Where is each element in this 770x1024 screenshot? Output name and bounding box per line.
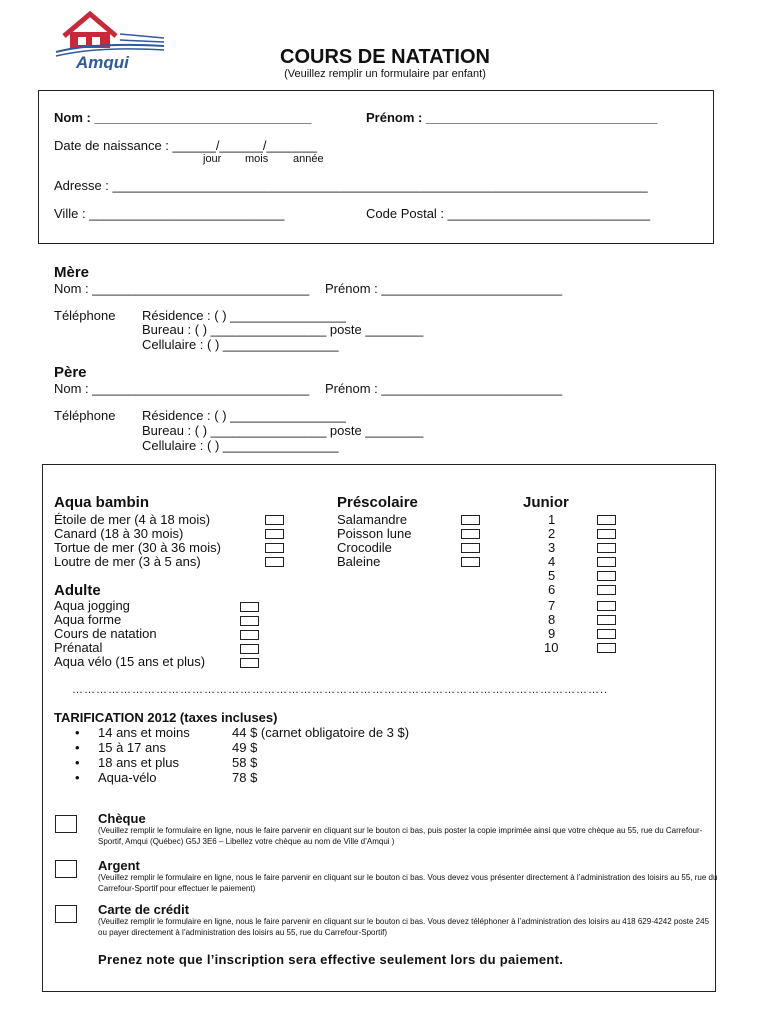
junior-checkbox[interactable] <box>597 515 616 525</box>
argent-checkbox[interactable] <box>55 860 77 878</box>
junior-heading: Junior <box>523 494 569 511</box>
aqua-bambin-item: Étoile de mer (4 à 18 mois) <box>54 512 211 527</box>
bullet-icon: • <box>75 725 80 740</box>
prescolaire-item: Salamandre <box>337 512 408 527</box>
junior-checkbox[interactable] <box>597 529 616 539</box>
aqua-bambin-heading: Aqua bambin <box>54 494 150 511</box>
aqua-bambin-item: Tortue de mer (30 à 36 mois) <box>54 540 221 555</box>
child-prenom-field[interactable]: Prénom : ________________________________ <box>366 110 658 125</box>
aqua-bambin-checkbox[interactable] <box>265 543 284 553</box>
tarif-label: Aqua-vélo <box>98 770 157 785</box>
aqua-bambin-item: Canard (18 à 30 mois) <box>54 526 184 541</box>
junior-level: 5 <box>548 568 556 583</box>
junior-checkbox[interactable] <box>597 629 616 639</box>
tarif-price: 49 $ <box>232 740 258 755</box>
junior-checkbox[interactable] <box>597 571 616 581</box>
prescolaire-heading: Préscolaire <box>337 494 418 511</box>
bullet-icon: • <box>75 755 80 770</box>
mere-cellulaire-field[interactable]: Cellulaire : ( ) ________________ <box>142 337 339 352</box>
adulte-checkbox[interactable] <box>240 658 259 668</box>
bullet-icon: • <box>75 740 80 755</box>
mere-residence-field[interactable]: Résidence : ( ) ________________ <box>142 308 346 323</box>
child-ville-field[interactable]: Ville : ___________________________ <box>54 206 285 221</box>
dob-mois-label: mois <box>245 153 269 165</box>
mere-prenom-field[interactable]: Prénom : _________________________ <box>325 281 563 296</box>
junior-level: 1 <box>548 512 556 527</box>
adulte-checkbox[interactable] <box>240 602 259 612</box>
tarif-price: 78 $ <box>232 770 258 785</box>
adulte-heading: Adulte <box>54 582 101 599</box>
junior-checkbox[interactable] <box>597 543 616 553</box>
argent-note: (Veuillez remplir le formulaire en ligne, nous le faire parvenir en cliquant sur le bouton ci bas. Vous devez vous présenter directement à l’administration des loisirs au 55, rue du Carrefour-Sportif pour effectuer le paiement) <box>98 873 718 893</box>
mere-heading: Mère <box>54 264 90 281</box>
child-adresse-field[interactable]: Adresse : __________________________________________________________________________ <box>54 178 648 193</box>
junior-level: 3 <box>548 540 556 555</box>
tarif-label: 15 à 17 ans <box>98 740 166 755</box>
pere-residence-field[interactable]: Résidence : ( ) ________________ <box>142 408 346 423</box>
junior-level: 4 <box>548 554 556 569</box>
credit-card-note: (Veuillez remplir le formulaire en ligne, nous le faire parvenir en cliquant sur le bouton ci bas. Vous devez téléphoner à l’administration des loisirs au 418 629-4242 poste 245 ou payer directement à l’administration des loisirs au 55, rue du Carrefour-Sportif) <box>98 917 710 937</box>
adulte-item: Aqua forme <box>54 612 122 627</box>
prescolaire-item: Poisson lune <box>337 526 412 541</box>
logo-text: Amqui <box>76 53 129 70</box>
child-dob-field[interactable]: Date de naissance : ______/______/_______ <box>54 138 318 153</box>
mere-nom-field[interactable]: Nom : ______________________________ <box>54 281 310 296</box>
pere-telephone-label: Téléphone <box>54 408 116 423</box>
page-subtitle: (Veuillez remplir un formulaire par enfant) <box>284 68 486 80</box>
payment-footer-note: Prenez note que l’inscription sera effective seulement lors du paiement. <box>98 952 564 967</box>
junior-checkbox[interactable] <box>597 601 616 611</box>
adulte-item: Aqua jogging <box>54 598 130 613</box>
cheque-note: (Veuillez remplir le formulaire en ligne, nous le faire parvenir en cliquant sur le bouton ci bas, puis poster la copie imprimée ainsi que votre chèque au 55, rue du Carrefour-Sportif, Amqui (Québec) G5J 3E6 – Libellez votre chèque au nom de Ville d’Amqui ) <box>98 826 703 846</box>
pere-prenom-field[interactable]: Prénom : _________________________ <box>325 381 563 396</box>
dotted-separator: …………………………………………………………………………………………………………………….. <box>72 684 609 696</box>
pere-bureau-field[interactable]: Bureau : ( ) ________________ poste ________ <box>142 423 424 438</box>
tarification-title: TARIFICATION 2012 (taxes incluses) <box>54 710 278 725</box>
junior-checkbox[interactable] <box>597 615 616 625</box>
tarif-label: 18 ans et plus <box>98 755 179 770</box>
mere-bureau-field[interactable]: Bureau : ( ) ________________ poste ________ <box>142 322 424 337</box>
pere-heading: Père <box>54 364 87 381</box>
bullet-icon: • <box>75 770 80 785</box>
tarif-label: 14 ans et moins <box>98 725 190 740</box>
adulte-checkbox[interactable] <box>240 630 259 640</box>
junior-level: 7 <box>548 598 556 613</box>
junior-level: 2 <box>548 526 556 541</box>
page-title: COURS DE NATATION <box>280 46 490 68</box>
tarif-price: 58 $ <box>232 755 258 770</box>
adulte-item: Prénatal <box>54 640 103 655</box>
prescolaire-checkbox[interactable] <box>461 543 480 553</box>
cheque-label: Chèque <box>98 811 146 826</box>
credit-card-label: Carte de crédit <box>98 902 190 917</box>
junior-checkbox[interactable] <box>597 557 616 567</box>
mere-telephone-label: Téléphone <box>54 308 116 323</box>
prescolaire-checkbox[interactable] <box>461 557 480 567</box>
aqua-bambin-checkbox[interactable] <box>265 557 284 567</box>
prescolaire-checkbox[interactable] <box>461 529 480 539</box>
cheque-checkbox[interactable] <box>55 815 77 833</box>
pere-cellulaire-field[interactable]: Cellulaire : ( ) ________________ <box>142 438 339 453</box>
junior-level: 9 <box>548 626 556 641</box>
aqua-bambin-checkbox[interactable] <box>265 515 284 525</box>
tarif-price: 44 $ (carnet obligatoire de 3 $) <box>232 725 410 740</box>
adulte-item: Aqua vélo (15 ans et plus) <box>54 654 206 669</box>
pere-nom-field[interactable]: Nom : ______________________________ <box>54 381 310 396</box>
credit-card-checkbox[interactable] <box>55 905 77 923</box>
junior-checkbox[interactable] <box>597 643 616 653</box>
child-code-postal-field[interactable]: Code Postal : ____________________________ <box>366 206 651 221</box>
child-nom-field[interactable]: Nom : ______________________________ <box>54 110 312 125</box>
dob-annee-label: année <box>293 153 324 165</box>
junior-checkbox[interactable] <box>597 585 616 595</box>
junior-level: 10 <box>544 640 559 655</box>
prescolaire-checkbox[interactable] <box>461 515 480 525</box>
prescolaire-item: Baleine <box>337 554 381 569</box>
adulte-item: Cours de natation <box>54 626 157 641</box>
argent-label: Argent <box>98 858 140 873</box>
dob-jour-label: jour <box>203 153 222 165</box>
prescolaire-item: Crocodile <box>337 540 392 555</box>
aqua-bambin-item: Loutre de mer (3 à 5 ans) <box>54 554 201 569</box>
junior-level: 8 <box>548 612 556 627</box>
aqua-bambin-checkbox[interactable] <box>265 529 284 539</box>
adulte-checkbox[interactable] <box>240 616 259 626</box>
junior-level: 6 <box>548 582 556 597</box>
adulte-checkbox[interactable] <box>240 644 259 654</box>
